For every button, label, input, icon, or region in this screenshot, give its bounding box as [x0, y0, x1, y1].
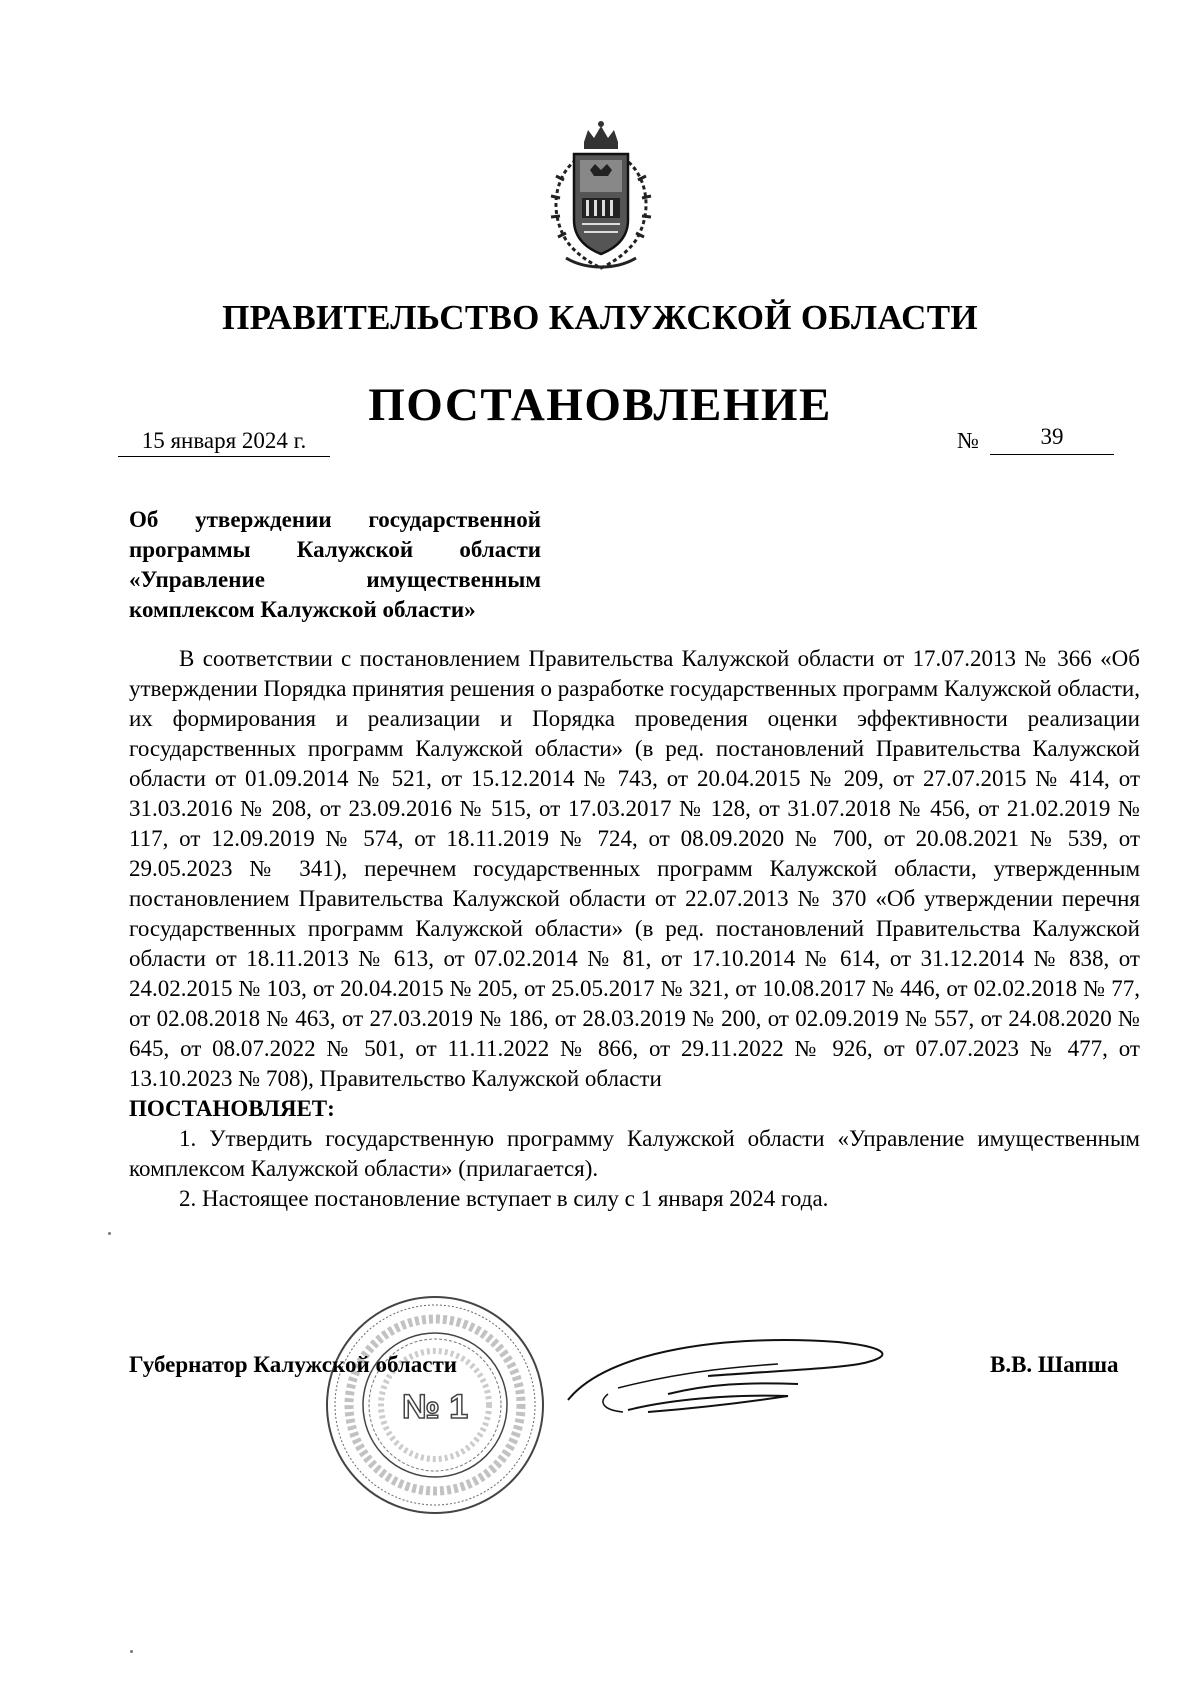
official-seal-stamp: [320, 1290, 550, 1520]
government-title: ПРАВИТЕЛЬСТВО КАЛУЖСКОЙ ОБЛАСТИ: [222, 298, 978, 337]
document-body: [129, 644, 1140, 1214]
document-type-title: ПОСТАНОВЛЕНИЕ: [368, 379, 832, 431]
coat-of-arms-emblem: [536, 120, 666, 275]
signatory-name: В.В. Шапша: [990, 1352, 1119, 1377]
stamp-number: № 1: [401, 1388, 469, 1426]
decree-word: ПОСТАНОВЛЯЕТ:: [129, 1096, 335, 1121]
decree-item-1: 1. Утвердить государственную программу Калужской области «Управление имущественным комплексом Калужской области» (прилагается).: [129, 1126, 1140, 1181]
number-sign: №: [957, 428, 979, 453]
scan-dot: [130, 1650, 133, 1653]
document-date: 15 января 2024 г.: [118, 428, 330, 457]
decree-item-2: 2. Настоящее постановление вступает в силу с 1 января 2024 года.: [179, 1186, 829, 1211]
signatory-role: Губернатор Калужской области: [129, 1352, 458, 1377]
document-subject: Об утверждении государственной программы Калужской области «Управление имущественным комплексом Калужской области»: [129, 507, 541, 622]
preamble-paragraph: В соответствии с постановлением Правительства Калужской области от 17.07.2013 № 366 «Об утверждении Порядка принятия решения о разработке государственных программ Калужской области, их формирования и реализации и Порядка проведения оценки эффективности реализации государственных программ Калужской области» (в ред. постановлений Правительства Калужской области от 01.09.2014 № 521, от 15.12.2014 № 743, от 20.04.2015 № 209, от 27.07.2015 № 414, от 31.03.2016 № 208, от 23.09.2016 № 515, от 17.03.2017 № 128, от 31.07.2018 № 456, от 21.02.2019 № 117, от 12.09.2019 № 574, от 18.11.2019 № 724, от 08.09.2020 № 700, от 20.08.2021 № 539, от 29.05.2023 № 341), перечнем государственных программ Калужской области, утвержденным постановлением Правительства Калужской области от 22.07.2013 № 370 «Об утверждении перечня государственных программ Калужской области» (в ред. постановлений Правительства Калужской области от 18.11.2013 № 613, от 07.02.2014 № 81, от 17.10.2014 № 614, от 31.12.2014 № 838, от 24.02.2015 № 103, от 20.04.2015 № 205, от 25.05.2017 № 321, от 10.08.2017 № 446, от 02.02.2018 № 77, от 02.08.2018 № 463, от 27.03.2019 № 186, от 28.03.2019 № 200, от 02.09.2019 № 557, от 24.08.2020 № 645, от 08.07.2022 № 501, от 11.11.2022 № 866, от 29.11.2022 № 926, от 07.07.2023 № 477, от 13.10.2023 № 708), Правительство Калужской области: [129, 646, 1140, 1091]
signature-block: [0, 1300, 1200, 1540]
scan-dot: [108, 1232, 111, 1235]
handwritten-signature: [548, 1330, 948, 1440]
document-number: 39: [990, 424, 1114, 455]
